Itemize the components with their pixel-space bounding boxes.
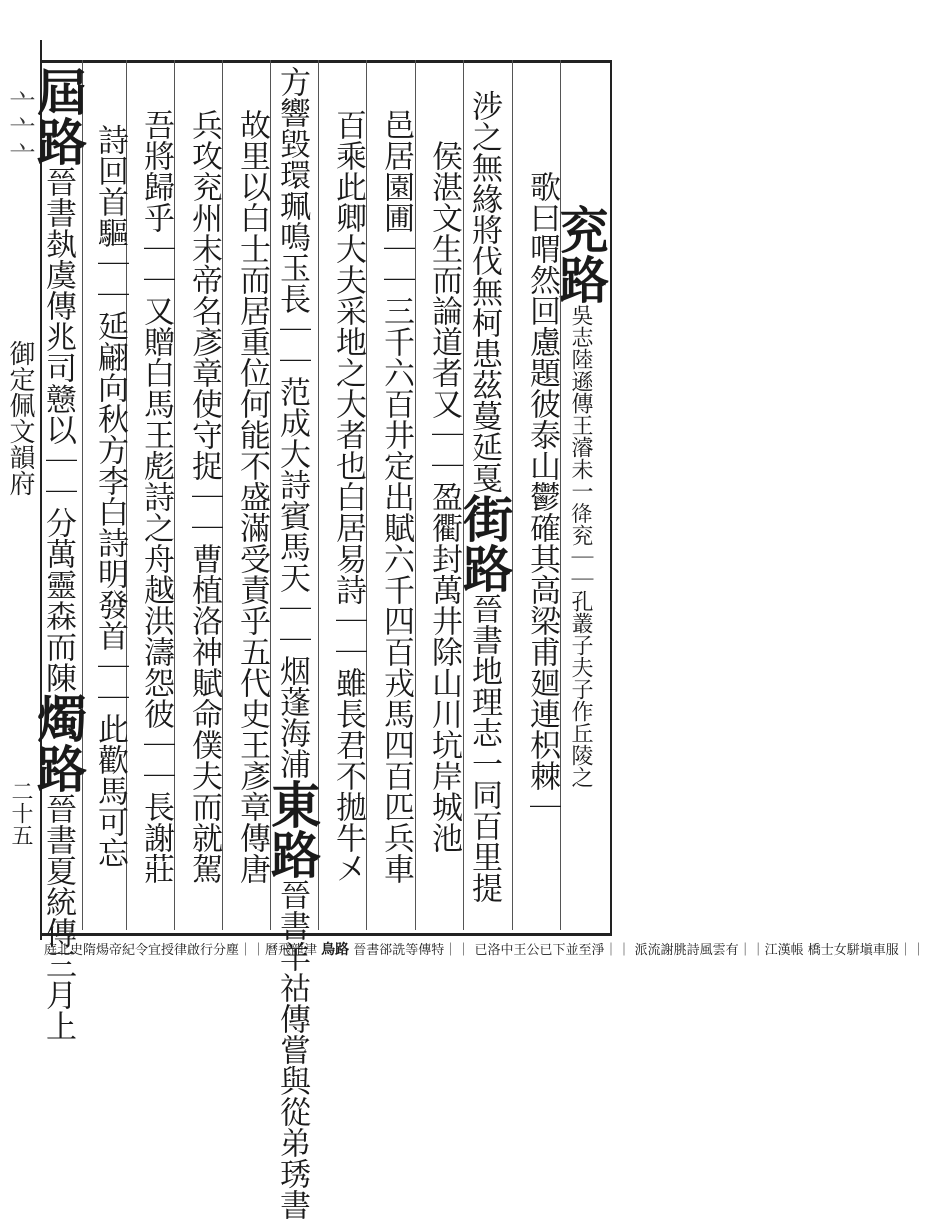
text-column-2 — [520, 66, 560, 926]
continuation-line — [44, 940, 925, 962]
column-text: 侯湛文生而論道者又｜｜盈衢封萬井除山川坑岸城池 — [426, 139, 462, 853]
column-text: 晉書地理志一同百里提 — [466, 592, 502, 903]
column-rule — [463, 60, 464, 930]
column-text: 吳志陸遜傳王濬未一𢓤兖｜｜孔叢子夫子作丘陵之 — [568, 304, 593, 788]
column-text: 晉書夏統傳三月上 — [40, 793, 76, 1041]
text-column-1 — [551, 66, 610, 926]
text-column-6 — [326, 66, 366, 926]
column-text: 方響毀環珮鳴玉長｜｜范成大詩賓馬天｜｜烟蓬海浦 — [274, 66, 310, 779]
column-rule — [174, 60, 175, 930]
text-column-7 — [263, 66, 322, 1220]
column-text: 涉之無緣將伐無柯患茲蔓延戛 — [466, 89, 502, 493]
column-text: 晉書郤詵等傳特｜｜ — [353, 943, 471, 958]
column-rule — [270, 60, 271, 930]
column-text: 百乘此卿大夫采地之大者也白居易詩｜｜雖長君不拋牛㐅 — [330, 108, 366, 884]
column-rule — [366, 60, 367, 930]
entry-heading: 鳥路 — [321, 942, 350, 958]
column-text: 吾將歸乎｜｜又贈白馬王彪詩之舟越洪濤怨彼｜｜長謝莊 — [138, 108, 174, 884]
entry-heading: 燭路 — [29, 693, 88, 793]
column-text: 已洛中王公已下並至淨｜｜ — [474, 943, 631, 958]
text-column-4 — [422, 66, 462, 926]
entry-heading: 街路 — [455, 492, 514, 593]
text-column-10 — [134, 66, 174, 926]
entry-heading: 兖路 — [551, 204, 610, 304]
text-column-9 — [182, 66, 222, 926]
entry-heading: 屆路 — [29, 66, 88, 166]
text-column-3 — [455, 66, 514, 926]
text-column-5 — [374, 66, 414, 926]
column-text: 故里以白士而居重位何能不盛滿受責乎五代史王彥章傳唐 — [234, 108, 270, 884]
margin-top-marks: 亠亠亠 — [5, 90, 35, 168]
book-title: 御定佩文韻府 — [5, 340, 35, 496]
column-text: 庭北史隋煬帝紀令宜授律啟行分塵｜｜曆飛龍津 — [44, 943, 318, 958]
column-rule — [415, 60, 416, 930]
column-text: 晉書羊祜傳嘗與從弟琇書 — [274, 879, 310, 1220]
text-column-8 — [230, 66, 270, 926]
column-rule — [560, 60, 561, 930]
page-number: 二十五 — [8, 780, 33, 846]
column-text: 兵攻兖州末帝名彥章使守捉｜｜曹植洛神賦命僕夫而就駕 — [186, 108, 222, 884]
entry-heading: 東路 — [263, 779, 322, 879]
text-column-11 — [88, 66, 128, 926]
text-column-12 — [29, 66, 88, 1041]
column-text: 歌曰喟然回慮題彼泰山鬱確其高梁甫廻連枳棘｜ — [524, 170, 560, 822]
column-text: 橋士女駢塡車服｜｜ — [807, 943, 925, 958]
column-text: 邑居園圃｜｜三千六百井定出賦六千四百戎馬四百匹兵車 — [378, 108, 414, 884]
column-text: 派流謝朓詩風雲有｜｜江漢帳 — [634, 943, 804, 958]
column-text: 晉書埶虞傳兆司戆以｜｜分萬靈森而陳 — [40, 166, 76, 693]
column-rule — [222, 60, 223, 930]
column-text: 詩回首驅｜｜延翩向秋方李白詩明發首｜｜此歡馬可忘 — [92, 124, 128, 868]
